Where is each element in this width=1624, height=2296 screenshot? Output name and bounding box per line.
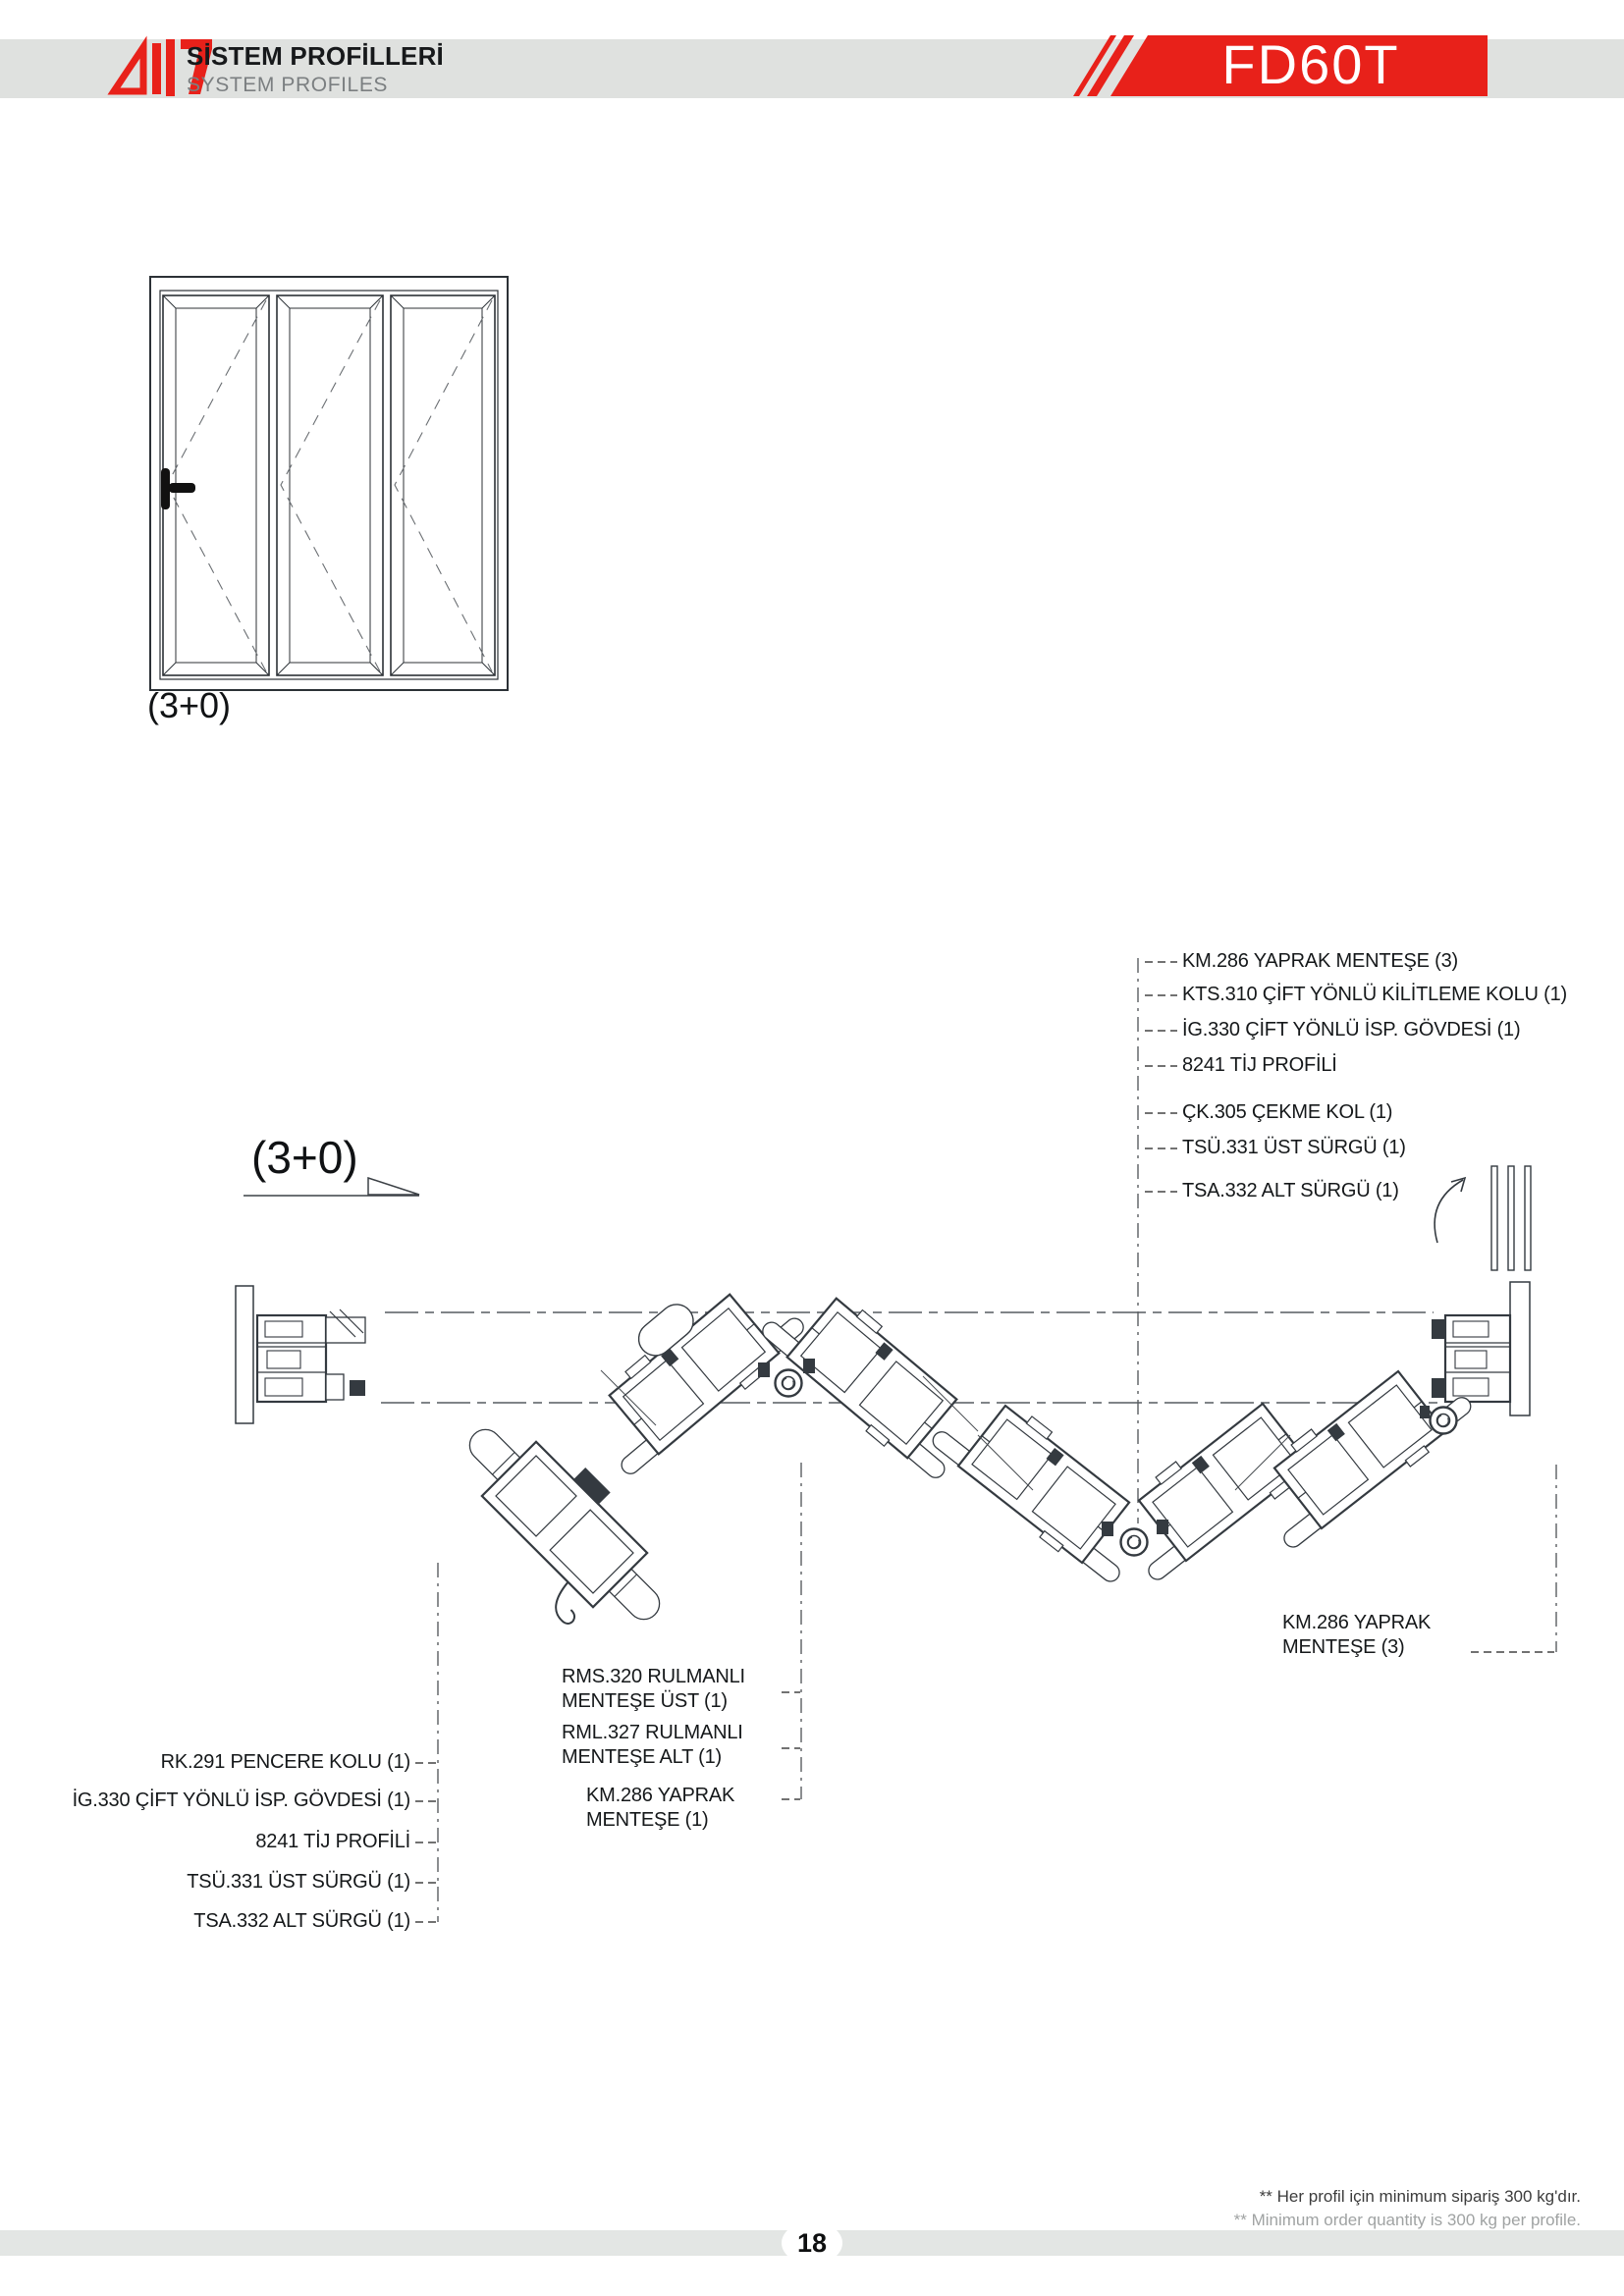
door-elevation-diagram [150, 277, 508, 690]
fold-direction-arrow-icon [1435, 1178, 1465, 1243]
part-label-line: RML.327 RULMANLI [562, 1722, 743, 1743]
part-label: KM.286 YAPRAK MENTEŞE (3) [1182, 950, 1459, 972]
part-label-block [562, 1722, 743, 1769]
part-label: ÇK.305 ÇEKME KOL (1) [1182, 1101, 1393, 1123]
left-frame-section [236, 1286, 365, 1423]
part-label-block [562, 1666, 745, 1713]
part-label: KTS.310 ÇİFT YÖNLÜ KİLİTLEME KOLU (1) [1182, 984, 1567, 1005]
part-label: TSA.332 ALT SÜRGÜ (1) [1182, 1180, 1399, 1201]
hinge-icon [1431, 1408, 1457, 1434]
door-handle-icon [161, 468, 195, 509]
part-label: RK.291 PENCERE KOLU (1) [160, 1751, 410, 1773]
right-frame-section [1432, 1282, 1530, 1415]
part-label: 8241 TİJ PROFİLİ [255, 1831, 410, 1852]
part-label: İG.330 ÇİFT YÖNLÜ İSP. GÖVDESİ (1) [72, 1789, 410, 1811]
page-subtitle: SYSTEM PROFILES [187, 74, 389, 96]
part-label-line: MENTEŞE ÜST (1) [562, 1690, 728, 1712]
leaf-section-4 [925, 1376, 1164, 1590]
minimum-order-note-tr: ** Her profil için minimum sipariş 300 kg'dır. [1259, 2187, 1581, 2206]
part-label: TSA.332 ALT SÜRGÜ (1) [193, 1910, 410, 1932]
part-label-line: RMS.320 RULMANLI [562, 1666, 745, 1687]
door-config-label: (3+0) [147, 685, 232, 725]
part-label: İG.330 ÇİFT YÖNLÜ İSP. GÖVDESİ (1) [1182, 1019, 1521, 1041]
part-label-line: MENTEŞE (3) [1282, 1636, 1405, 1658]
product-code: FD60T [1221, 33, 1400, 95]
page-number: 18 [782, 2221, 842, 2265]
part-label-block [586, 1785, 734, 1832]
part-label-line: KM.286 YAPRAK [586, 1785, 735, 1806]
part-label: TSÜ.331 ÜST SÜRGÜ (1) [1182, 1137, 1406, 1158]
part-label-line: MENTEŞE ALT (1) [562, 1746, 722, 1768]
page-title: SİSTEM PROFİLLERİ [187, 41, 444, 71]
hinge-icon [776, 1370, 802, 1397]
stacked-panels-symbol [1491, 1166, 1531, 1270]
leaf-section-2 [562, 1248, 812, 1483]
part-label: TSÜ.331 ÜST SÜRGÜ (1) [187, 1871, 410, 1893]
minimum-order-note-en: ** Minimum order quantity is 300 kg per profile. [1233, 2211, 1581, 2229]
plan-config-label: (3+0) [251, 1132, 358, 1183]
part-label-block [1282, 1612, 1431, 1659]
part-label-line: KM.286 YAPRAK [1282, 1612, 1432, 1633]
part-label-line: MENTEŞE (1) [586, 1809, 709, 1831]
part-label: 8241 TİJ PROFİLİ [1182, 1054, 1337, 1076]
hinge-icon [1121, 1529, 1148, 1556]
